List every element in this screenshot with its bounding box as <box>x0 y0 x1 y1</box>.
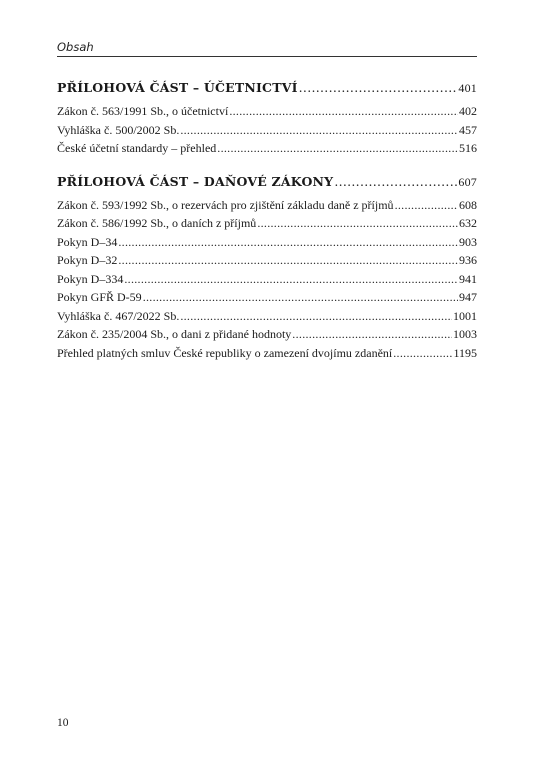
running-head: Obsah <box>57 40 94 54</box>
toc-entry[interactable] <box>57 309 477 328</box>
toc-page-number: 457 <box>459 122 477 137</box>
dot-leader <box>257 216 458 231</box>
toc-section-heading[interactable] <box>57 80 477 98</box>
dot-leader <box>299 80 458 95</box>
toc-entry[interactable] <box>57 104 477 123</box>
dot-leader <box>143 290 458 305</box>
toc-entry-title: České účetní standardy – přehled <box>57 141 217 155</box>
dot-leader <box>124 272 458 287</box>
toc-entry-title: Vyhláška č. 500/2002 Sb. <box>57 122 180 137</box>
page-number: 10 <box>57 717 69 729</box>
toc-page-number: 947 <box>459 290 477 304</box>
toc-page-number: 401 <box>458 81 477 95</box>
table-of-contents <box>57 80 477 378</box>
toc-page-number: 903 <box>459 234 477 249</box>
toc-entry[interactable] <box>57 272 477 291</box>
dot-leader <box>395 198 458 213</box>
toc-section-tax-laws <box>57 174 477 365</box>
header-rule <box>57 56 477 57</box>
toc-entry-title: Zákon č. 563/1991 Sb., o účetnictví <box>57 104 229 118</box>
dot-leader <box>118 253 458 268</box>
toc-page-number: 941 <box>459 271 477 286</box>
toc-page-number: 632 <box>459 216 477 230</box>
toc-entry-title: Zákon č. 593/1992 Sb., o rezervách pro zjištění základu daně z příjmů <box>57 197 394 212</box>
toc-entry[interactable] <box>57 141 477 160</box>
toc-page-number: 402 <box>459 104 477 118</box>
dot-leader <box>292 327 452 342</box>
dot-leader <box>217 141 458 156</box>
toc-entry[interactable] <box>57 123 477 142</box>
toc-entry[interactable] <box>57 198 477 217</box>
toc-page-number: 936 <box>459 253 477 267</box>
toc-entry[interactable] <box>57 290 477 309</box>
dot-leader <box>229 104 458 119</box>
toc-entry-title: Pokyn D–34 <box>57 234 118 249</box>
toc-page-number: 1195 <box>453 345 477 360</box>
dot-leader <box>393 346 452 361</box>
toc-entry[interactable] <box>57 235 477 254</box>
toc-section-accounting <box>57 80 477 160</box>
toc-page-number: 516 <box>459 141 477 155</box>
toc-heading-title: PŘÍLOHOVÁ ČÁST – DAŇOVÉ ZÁKONY <box>57 173 334 189</box>
toc-entry-title: Pokyn D–334 <box>57 271 124 286</box>
toc-entry-title: Vyhláška č. 467/2022 Sb. <box>57 308 180 323</box>
toc-section-heading[interactable] <box>57 174 477 192</box>
toc-entry[interactable] <box>57 346 477 365</box>
dot-leader <box>180 123 458 138</box>
toc-page-number: 608 <box>459 197 477 212</box>
dot-leader <box>334 174 457 189</box>
toc-entry[interactable] <box>57 253 477 272</box>
toc-entry-title: Přehled platných smluv České republiky o zamezení dvojímu zdanění <box>57 345 393 360</box>
toc-entry-title: Pokyn D–32 <box>57 253 118 267</box>
toc-entry[interactable] <box>57 327 477 346</box>
toc-page-number: 1003 <box>453 327 477 341</box>
dot-leader <box>180 309 452 324</box>
toc-heading-title: PŘÍLOHOVÁ ČÁST – ÚČETNICTVÍ <box>57 80 298 95</box>
toc-entry-title: Pokyn GFŘ D-59 <box>57 290 142 304</box>
toc-entry-title: Zákon č. 586/1992 Sb., o daních z příjmů <box>57 216 257 230</box>
toc-entry-title: Zákon č. 235/2004 Sb., o dani z přidané hodnoty <box>57 327 292 341</box>
dot-leader <box>118 235 458 250</box>
toc-page-number: 607 <box>458 174 477 189</box>
toc-page-number: 1001 <box>453 308 477 323</box>
toc-entry[interactable] <box>57 216 477 235</box>
